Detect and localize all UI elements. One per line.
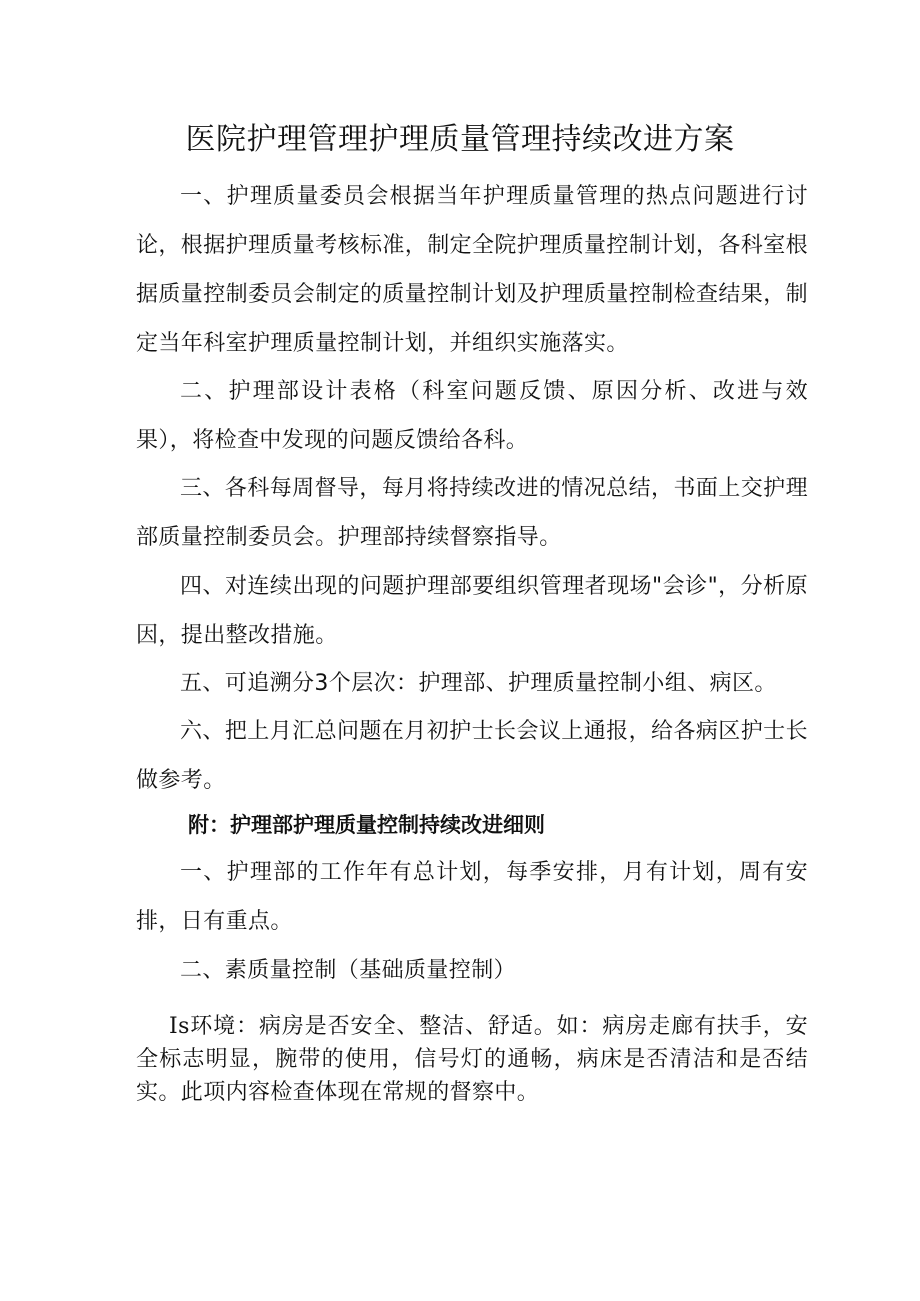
paragraph-4: 四、对连续出现的问题护理部要组织管理者现场"会诊"，分析原因，提出整改措施。 [136, 574, 808, 648]
appendix-paragraph-2: 二、素质量控制（基础质量控制） [180, 958, 517, 983]
environment-text: 环境：病房是否安全、整洁、舒适。如：病房走廊有扶手，安全标志明显，腕带的使用，信号灯的通畅，病床是否清洁和是否结实。此项内容检查体现在常规的督察中。 [136, 1014, 808, 1105]
document-title: 医院护理管理护理质量管理持续改进方案 [185, 122, 735, 157]
paragraph-5: 五、可追溯分3个层次：护理部、护理质量控制小组、病区。 [180, 671, 777, 696]
paragraph-3: 三、各科每周督导，每月将持续改进的情况总结，书面上交护理部质量控制委员会。护理部持续督察指导。 [136, 476, 808, 550]
appendix-heading: 附：护理部护理质量控制持续改进细则 [188, 813, 545, 837]
appendix-paragraph-1: 一、护理部的工作年有总计划，每季安排，月有计划，周有安排，日有重点。 [136, 860, 808, 934]
paragraph-1: 一、护理质量委员会根据当年护理质量管理的热点问题进行讨论，根据护理质量考核标准，制定全院护理质量控制计划，各科室根据质量控制委员会制定的质量控制计划及护理质量控制检查结果，制定当年科室护理质量控制计划，并组织实施落实。 [136, 184, 809, 356]
environment-paragraph [136, 1010, 808, 1109]
environment-lead: Is [169, 1014, 190, 1039]
paragraph-6: 六、把上月汇总问题在月初护士长会议上通报，给各病区护士长做参考。 [136, 719, 808, 793]
paragraph-2: 二、护理部设计表格（科室问题反馈、原因分析、改进与效果），将检查中发现的问题反馈给各科。 [136, 379, 808, 453]
